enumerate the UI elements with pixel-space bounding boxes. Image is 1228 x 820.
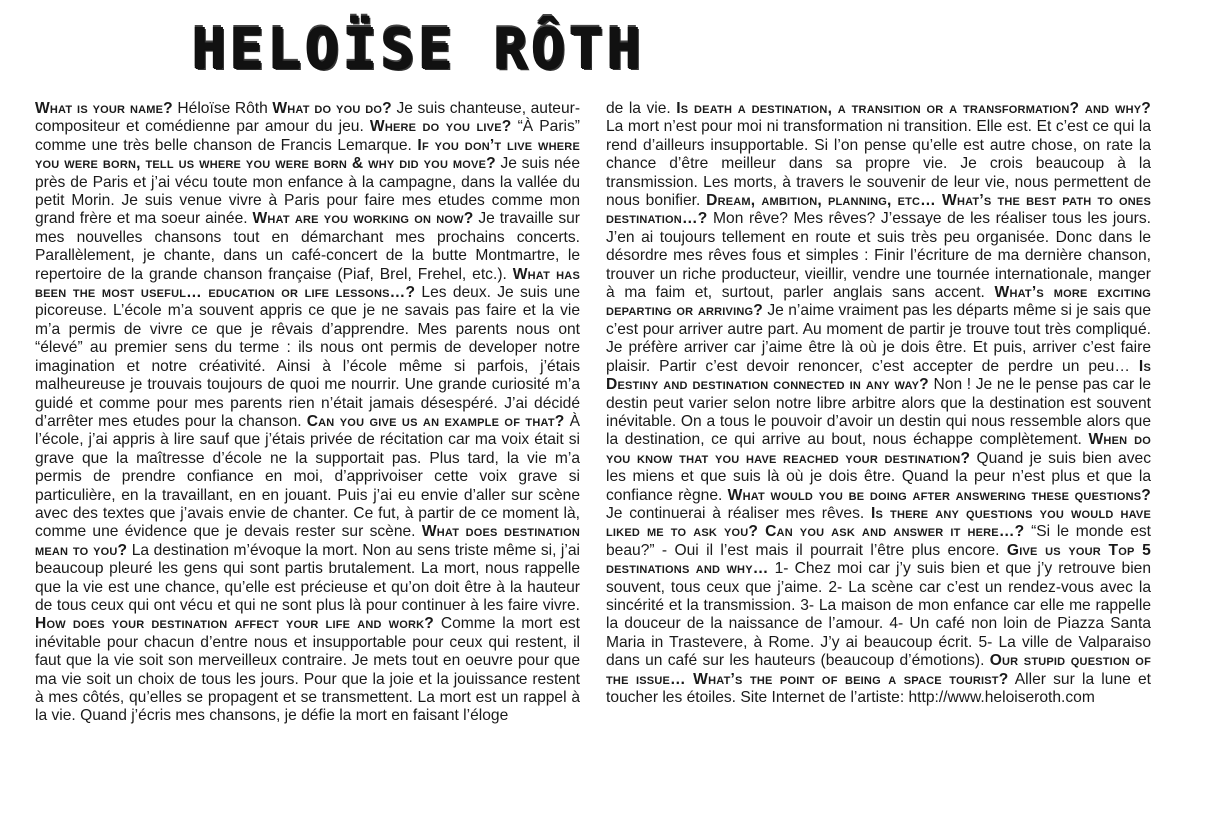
question: Is Destiny and destination connected in any way? [606,357,1151,394]
question: Give us your Top 5 destinations and why… [606,541,1151,578]
answer: Je suis née près de Paris et j’ai vécu toute mon enfance à la campagne, dans la vallée du petit Morin. Je suis venue vivre à Paris pour faire mes etudes comme mon grand frère et ma soeur ainée. [35,155,580,228]
answer: Mon rêve? Mes rêves? J’essaye de les réaliser tous les jours. J’en ai toujours tellement en route et suis très peu organisée. Donc dans le désordre mes rêves fous et simples : Finir l’écriture de ma dernière chanson, trouver un riche producteur, vieillir, vendre une tournée internationale, manger à ma faim et, surtout, parler anglais sans accent. [606,210,1151,302]
answer: 1- Chez moi car j’y suis bien et que j’y retrouve bien souvent, tous ceux que j’aime. 2- La scène car c’est un rendez-vous avec la sincérité et la transmission. 3- La maison de mon enfance car elle me rappelle la douceur de la naissance de l’amour. 4- Un café non loin de Piazza Santa Maria in Trastevere, à Rome. J’y ai beaucoup écrit. 5- La ville de Valparaiso dans un café sur les hauteurs (beaucoup d’émotions). [606,560,1151,670]
question: What does destination mean to you? [35,523,580,559]
question: What’s more exciting departing or arriving? [606,284,1151,320]
answer: La destination m’évoque la mort. Non au sens triste même si, j’ai beaucoup pleuré les gens qui sont partis brutalement. La mort, nous rappelle que la vie est une chance, qu’elle est précieuse et qu’on doit être à la hauteur de tous ceux qui ont vécu et qui ne sont plus là pour continuer à les faire vivre. [35,541,580,614]
answer: Comme la mort est inévitable pour chacun d’entre nous et insupportable pour ceux qui restent, il faut que la vie soit son merveilleux contraire. Je mets tout en oeuvre pour que ma vie soit un choix de tous les jours. Pour que la joie et la jouissance restent à mes côtés, qu’elles se propagent et se transmettent. La mort est un rappel à la vie. Quand j’écris mes chansons, je défie la mort en faisant l’éloge [35,615,580,725]
answer: “Si le monde est beau?” - Oui il l’est mais il pourrait l’être plus encore. [606,523,1151,559]
question: Is there any questions you would have liked me to ask you? Can you ask and answer it here…? [606,504,1151,541]
answer: Je continuerai à réaliser mes rêves. [606,504,871,522]
question: When do you know that you have reached your destination? [606,431,1151,467]
answer: Les deux. Je suis une picoreuse. L’école m’a souvent appris ce que je ne savais pas faire et la vie m’a permis de vivre ce que je rêvais d’apprendre. Mes parents nous ont “élevé” au premier sens du terme : ils nous ont permis de developer notre imagination et notre créativité. Ainsi à l’école même si parfois, j’étais malheureuse je trouvais toujours de quoi me nourrir. Une grande curiosité m’a guidé et comme pour mes parents rien n’était jamais désespéré. J’ai décidé d’arrêter mes etudes pour la chanson. [35,284,580,430]
answer: Quand je suis bien avec les miens et que suis là où je dois être. Quand la peur n’est plus et que la confiance règne. [606,449,1151,504]
question: What do you do? [272,100,392,117]
article-title: HELOÏSE RÔTH [192,17,645,82]
question: What has been the most useful… education or life lessons…? [35,265,580,302]
question: What are you working on now? [252,210,474,228]
question: Is death a destination, a transition or a transformation? and why? [676,100,1151,117]
question: Where do you live? [369,118,512,136]
question: What is your name? [35,100,173,117]
answer: “À Paris” comme une très belle chanson de Francis Lemarque. [35,118,580,154]
left-text-column [35,100,580,760]
answer: La mort n’est pour moi ni transformation ni transition. Elle est. Et c’est ce qui la rend d’ailleurs insupportable. Si l’on pense qu’elle est autre chose, on rate la chance d’être meilleur dans sa propre vie. Je crois beaucoup à la transmission. Les morts, à travers le souvenir de leur vie, nous permettent de nous bonifier. [606,118,1151,210]
question: What would you be doing after answering these questions? [727,486,1151,504]
answer: Je suis chanteuse, auteur-compositeur et comédienne par amour du jeu. [35,100,580,136]
right-text-column [606,100,1151,760]
left-paragraph [35,100,580,726]
question: Can you give us an example of that? [306,412,565,430]
answer: Non ! Je ne le pense pas car le destin peut varier selon notre libre arbitre alors que la destination est souvent inévitable. On a tous le pouvoir d’avoir un destin qui nous ressemble alors que la destination, ce qui arrive au bout, nous échappe complètement. [606,376,1151,449]
question: Our stupid question of the issue… What’s the point of being a space tourist? [606,652,1151,688]
answer: Aller sur la lune et toucher les étoiles. Site Internet de l’artiste: http://www.heloiseroth.com [606,670,1151,706]
question: If you don’t live where you were born, tell us where you were born & why did you move? [35,136,580,173]
answer: de la vie. [606,100,677,117]
answer: Héloïse Rôth [172,100,273,117]
right-paragraph [606,100,1151,707]
answer: Je travaille sur mes nouvelles chansons tout en démarchant mes prochains concerts. Parallèlement, je chante, dans un café-concert de la butte Montmartre, le repertoire de la grande chanson française (Piaf, Brel, Frehel, etc.). [35,210,580,283]
question: Dream, ambition, planning, etc… What’s the best path to ones destination…? [606,192,1151,228]
question: How does your destination affect your life and work? [35,615,435,633]
answer: Je n’aime vraiment pas les départs même si je sais que c’est pour arriver autre part. Au moment de partir je trouve tout très compliqué. Je préfère arriver car j’aime être là où je dois être. Et puis, arriver c’est faire plaisir. Partir c’est devoir renoncer, c’est accepter de perdre un peu… [606,302,1151,375]
answer: À l’école, j’ai appris à lire sauf que j’étais privée de récitation car ma voix était si grave que la maîtresse d’école ne la supportait pas. Plus tard, la vie m’a permis de prendre confiance en moi, d’apprivoiser cette voix grave si particulière, en la travaillant, en en jouant. Puis j’ai eu envie d’aller sur scène avec des textes que j’avais envie de chanter. Ce fut, à partir de ce moment là, comme une évidence que je devais rester sur scène. [35,412,580,541]
